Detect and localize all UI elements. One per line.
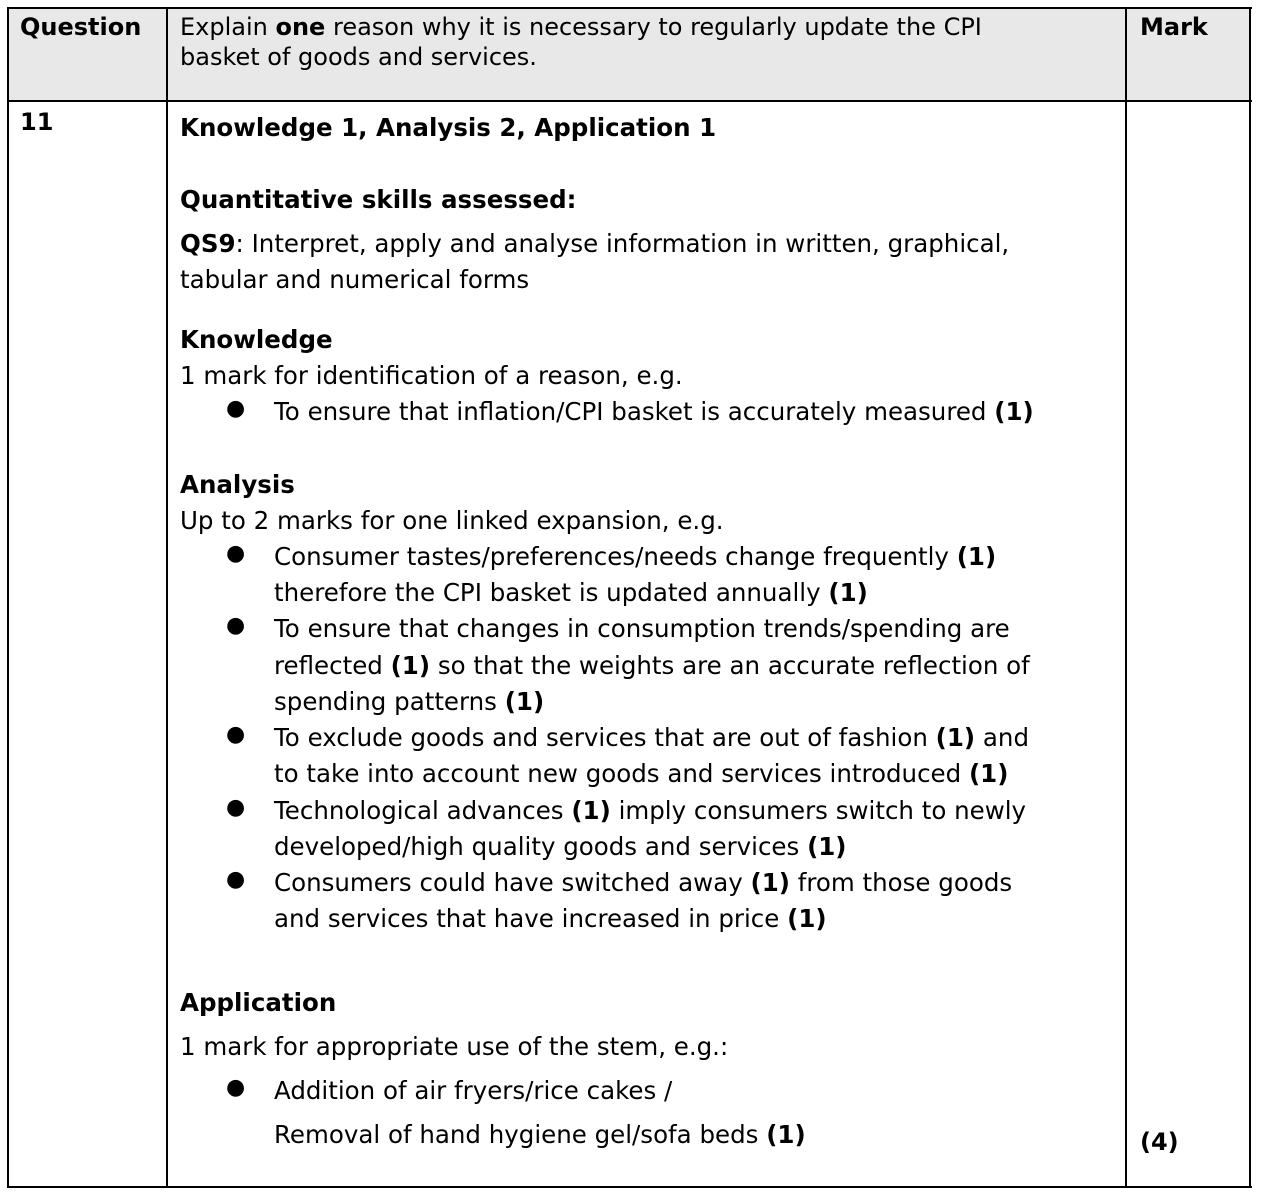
application-bullet-line1: Addition of air fryers/rice cakes / — [274, 1076, 673, 1105]
application-heading: Application — [180, 988, 337, 1017]
knowledge-bullet-mark: (1) — [994, 397, 1034, 426]
knowledge-intro: 1 mark for identification of a reason, e.g. — [180, 361, 683, 390]
bullet-icon: ● — [226, 722, 246, 747]
column-divider-2 — [1125, 7, 1127, 1188]
analysis-bullet-1-line2 — [274, 575, 868, 611]
knowledge-bullet — [274, 394, 1034, 430]
analysis-mark: (1) — [390, 651, 431, 680]
analysis-text: from those goods — [789, 868, 1013, 897]
analysis-bullet-4-line1 — [274, 793, 1026, 829]
table-border-left — [7, 7, 9, 1188]
qs-text-line2: tabular and numerical forms — [180, 265, 530, 294]
analysis-text: Technological advances — [274, 796, 572, 825]
analysis-bullet-5-line2 — [274, 901, 827, 937]
column-divider-1 — [166, 7, 168, 1188]
analysis-mark: (1) — [807, 832, 847, 861]
analysis-text: reflected — [274, 651, 391, 680]
analysis-text: therefore the CPI basket is updated annually — [274, 578, 829, 607]
analysis-bullet-5-line1 — [274, 865, 1012, 901]
application-bullet-line2 — [274, 1117, 806, 1153]
analysis-mark: (1) — [750, 868, 790, 897]
table-border-top — [8, 7, 1252, 9]
qs-code: QS9 — [180, 229, 236, 258]
mark-column-header: Mark — [1140, 13, 1208, 41]
analysis-bullet-2-line2 — [274, 648, 1030, 684]
analysis-mark: (1) — [571, 796, 611, 825]
analysis-text: and services that have increased in price — [274, 904, 788, 933]
analysis-text: imply consumers switch to newly — [610, 796, 1027, 825]
table-border-right — [1249, 7, 1251, 1188]
bullet-icon: ● — [226, 541, 246, 566]
analysis-mark: (1) — [968, 759, 1009, 788]
prompt-text-emphasis: one — [275, 13, 326, 41]
analysis-text: spending patterns — [274, 687, 505, 716]
analysis-text: Consumers could have switched away — [274, 868, 751, 897]
prompt-text-post: reason why it is necessary to regularly update the CPI — [325, 13, 982, 41]
question-column-header: Question — [20, 13, 142, 41]
question-prompt-line2: basket of goods and services. — [180, 43, 537, 71]
analysis-mark: (1) — [787, 904, 827, 933]
analysis-mark: (1) — [956, 542, 997, 571]
analysis-bullet-3-line1 — [274, 720, 1029, 756]
analysis-bullet-2-line3 — [274, 684, 544, 720]
analysis-text: developed/high quality goods and services — [274, 832, 808, 861]
bullet-icon: ● — [226, 613, 246, 638]
analysis-text: to take into account new goods and services introduced — [274, 759, 969, 788]
bullet-icon: ● — [226, 1075, 246, 1100]
knowledge-heading: Knowledge — [180, 325, 333, 354]
qs-heading: Quantitative skills assessed: — [180, 185, 577, 214]
application-text: Removal of hand hygiene gel/sofa beds — [274, 1120, 767, 1149]
analysis-text: To exclude goods and services that are out of fashion — [274, 723, 936, 752]
header-divider — [8, 100, 1252, 102]
analysis-mark: (1) — [828, 578, 868, 607]
question-number: 11 — [20, 108, 54, 136]
analysis-text: and — [975, 723, 1029, 752]
bullet-icon: ● — [226, 795, 246, 820]
prompt-text-pre: Explain — [180, 13, 276, 41]
application-intro: 1 mark for appropriate use of the stem, e.g.: — [180, 1032, 729, 1061]
analysis-text: so that the weights are an accurate reflection of — [430, 651, 1030, 680]
mark-weighting: Knowledge 1, Analysis 2, Application 1 — [180, 113, 717, 142]
question-prompt — [180, 12, 982, 42]
analysis-intro: Up to 2 marks for one linked expansion, e.g. — [180, 506, 724, 535]
analysis-bullet-3-line2 — [274, 756, 1008, 792]
qs-description — [180, 226, 1009, 262]
analysis-bullet-4-line2 — [274, 829, 847, 865]
application-mark: (1) — [766, 1120, 806, 1149]
total-mark: (4) — [1140, 1128, 1179, 1156]
qs-text-line1: : Interpret, apply and analyse information in written, graphical, — [235, 229, 1010, 258]
knowledge-bullet-text: To ensure that inflation/CPI basket is accurately measured — [274, 397, 995, 426]
analysis-bullet-2-line1: To ensure that changes in consumption trends/spending are — [274, 614, 1010, 643]
analysis-mark: (1) — [935, 723, 976, 752]
analysis-mark: (1) — [504, 687, 545, 716]
table-border-bottom — [8, 1186, 1252, 1188]
analysis-bullet-1-line1 — [274, 539, 996, 575]
analysis-text: Consumer tastes/preferences/needs change frequently — [274, 542, 957, 571]
bullet-icon: ● — [226, 396, 246, 421]
analysis-heading: Analysis — [180, 470, 295, 499]
bullet-icon: ● — [226, 867, 246, 892]
